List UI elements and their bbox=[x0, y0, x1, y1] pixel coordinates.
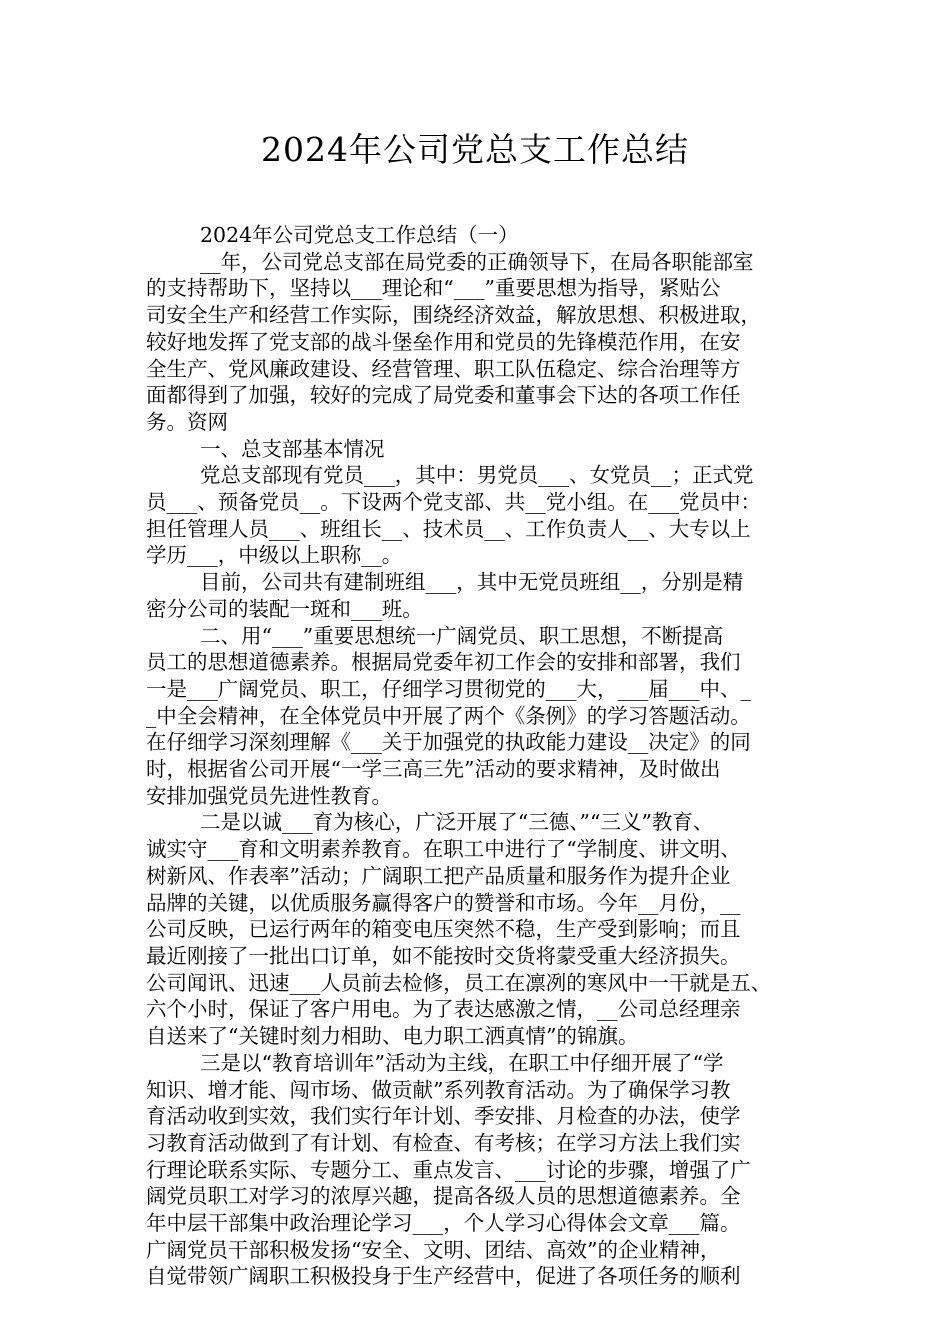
body-line: 的支持帮助下，坚持以___理论和“___”重要思想为指导，紧贴公 bbox=[146, 276, 721, 301]
body-line: 知识、增才能、闯市场、做贡献”系列教育活动。为了确保学习教 bbox=[146, 1077, 731, 1102]
document-title: 2024年公司党总支工作总结 bbox=[261, 130, 689, 169]
body-line: 一是___广阔党员、职工，仔细学习贯彻党的___大，___届___中、_ bbox=[146, 676, 751, 701]
body-line: 全生产、党风廉政建设、经营管理、职工队伍稳定、综合治理等方 bbox=[146, 356, 741, 381]
body-line: 员工的思想道德素养。根据局党委年初工作会的安排和部署，我们 bbox=[146, 650, 741, 675]
body-line: 行理论联系实际、专题分工、重点发言、___讨论的步骤，增强了广 bbox=[146, 1157, 751, 1182]
body-line: 密分公司的装配一斑和___班。 bbox=[146, 596, 423, 621]
body-line: 务。资网 bbox=[146, 409, 228, 434]
body-line: 阔党员职工对学习的浓厚兴趣，提高各级人员的思想道德素养。全 bbox=[146, 1184, 741, 1209]
body-line: 年中层干部集中政治理论学习___，个人学习心得体会文章___篇。 bbox=[146, 1211, 741, 1236]
body-line: 面都得到了加强，较好的完成了局党委和董事会下达的各项工作任 bbox=[146, 383, 741, 408]
body-line: 公司反映，已运行两年的箱变电压突然不稳，生产受到影响；而且 bbox=[146, 917, 741, 942]
body-line: 自送来了“关键时刻力相助、电力职工洒真情”的锦旗。 bbox=[146, 1024, 639, 1049]
body-line: 司安全生产和经营工作实际，围绕经济效益，解放思想、积极进取， bbox=[146, 303, 761, 328]
body-line: 员___、预备党员__。下设两个党支部、共__党小组。在___党员中： bbox=[146, 490, 761, 515]
body-line: 二是以诚___育为核心，广泛开展了“三德、”“三义”教育、 bbox=[200, 810, 714, 835]
body-line: 六个小时，保证了客户用电。为了表达感激之情，__公司总经理亲 bbox=[146, 997, 741, 1022]
body-line: 较好地发挥了党支部的战斗堡垒作用和党员的先锋模范作用，在安 bbox=[146, 329, 741, 354]
body-line: 树新风、作表率”活动；广阔职工把产品质量和服务作为提升企业 bbox=[146, 863, 731, 888]
body-line: 广阔党员干部积极发扬“安全、文明、团结、高效”的企业精神， bbox=[146, 1237, 721, 1262]
body-line: 学历___，中级以上职称__。 bbox=[146, 543, 403, 568]
body-line: 担任管理人员___、班组长__、技术员__、工作负责人__、大专以上 bbox=[146, 516, 751, 541]
body-line: 2024年公司党总支工作总结（一） bbox=[200, 223, 519, 247]
body-line: 二、用“___”重要思想统一广阔党员、职工思想，不断提高 bbox=[200, 623, 724, 648]
body-line: _中全会精神，在全体党员中开展了两个《条例》的学习答题活动。 bbox=[146, 703, 751, 728]
body-line: 品牌的关键，以优质服务赢得客户的赞誉和市场。今年__月份，__ bbox=[146, 890, 741, 915]
body-line: 最近刚接了一批出口订单，如不能按时交货将蒙受重大经济损失。 bbox=[146, 943, 741, 968]
body-line: 一、总支部基本情况 bbox=[200, 436, 385, 461]
body-line: 目前，公司共有建制班组___，其中无党员班组__，分别是精 bbox=[200, 570, 744, 595]
body-line: 育活动收到实效，我们实行年计划、季安排、月检查的办法，使学 bbox=[146, 1104, 741, 1129]
body-line: 党总支部现有党员___，其中：男党员___、女党员__；正式党 bbox=[200, 463, 754, 488]
body-line: 三是以“教育培训年”活动为主线，在职工中仔细开展了“学 bbox=[200, 1050, 724, 1075]
body-line: 习教育活动做到了有计划、有检查、有考核；在学习方法上我们实 bbox=[146, 1130, 741, 1155]
document-body bbox=[146, 222, 814, 1290]
body-line: __年，公司党总支部在局党委的正确领导下，在局各职能部室 bbox=[200, 249, 754, 274]
body-line: 自觉带领广阔职工积极投身于生产经营中，促进了各项任务的顺利 bbox=[146, 1264, 741, 1289]
body-line: 时，根据省公司开展“一学三高三先”活动的要求精神，及时做出 bbox=[146, 757, 721, 782]
body-line: 诚实守___育和文明素养教育。在职工中进行了“学制度、讲文明、 bbox=[146, 837, 741, 862]
body-line: 公司闻讯、迅速___人员前去检修，员工在凛冽的寒风中一干就是五、 bbox=[146, 970, 772, 995]
body-line: 安排加强党员先进性教育。 bbox=[146, 783, 392, 808]
body-line: 在仔细学习深刻理解《___关于加强党的执政能力建设__决定》的同 bbox=[146, 730, 751, 755]
